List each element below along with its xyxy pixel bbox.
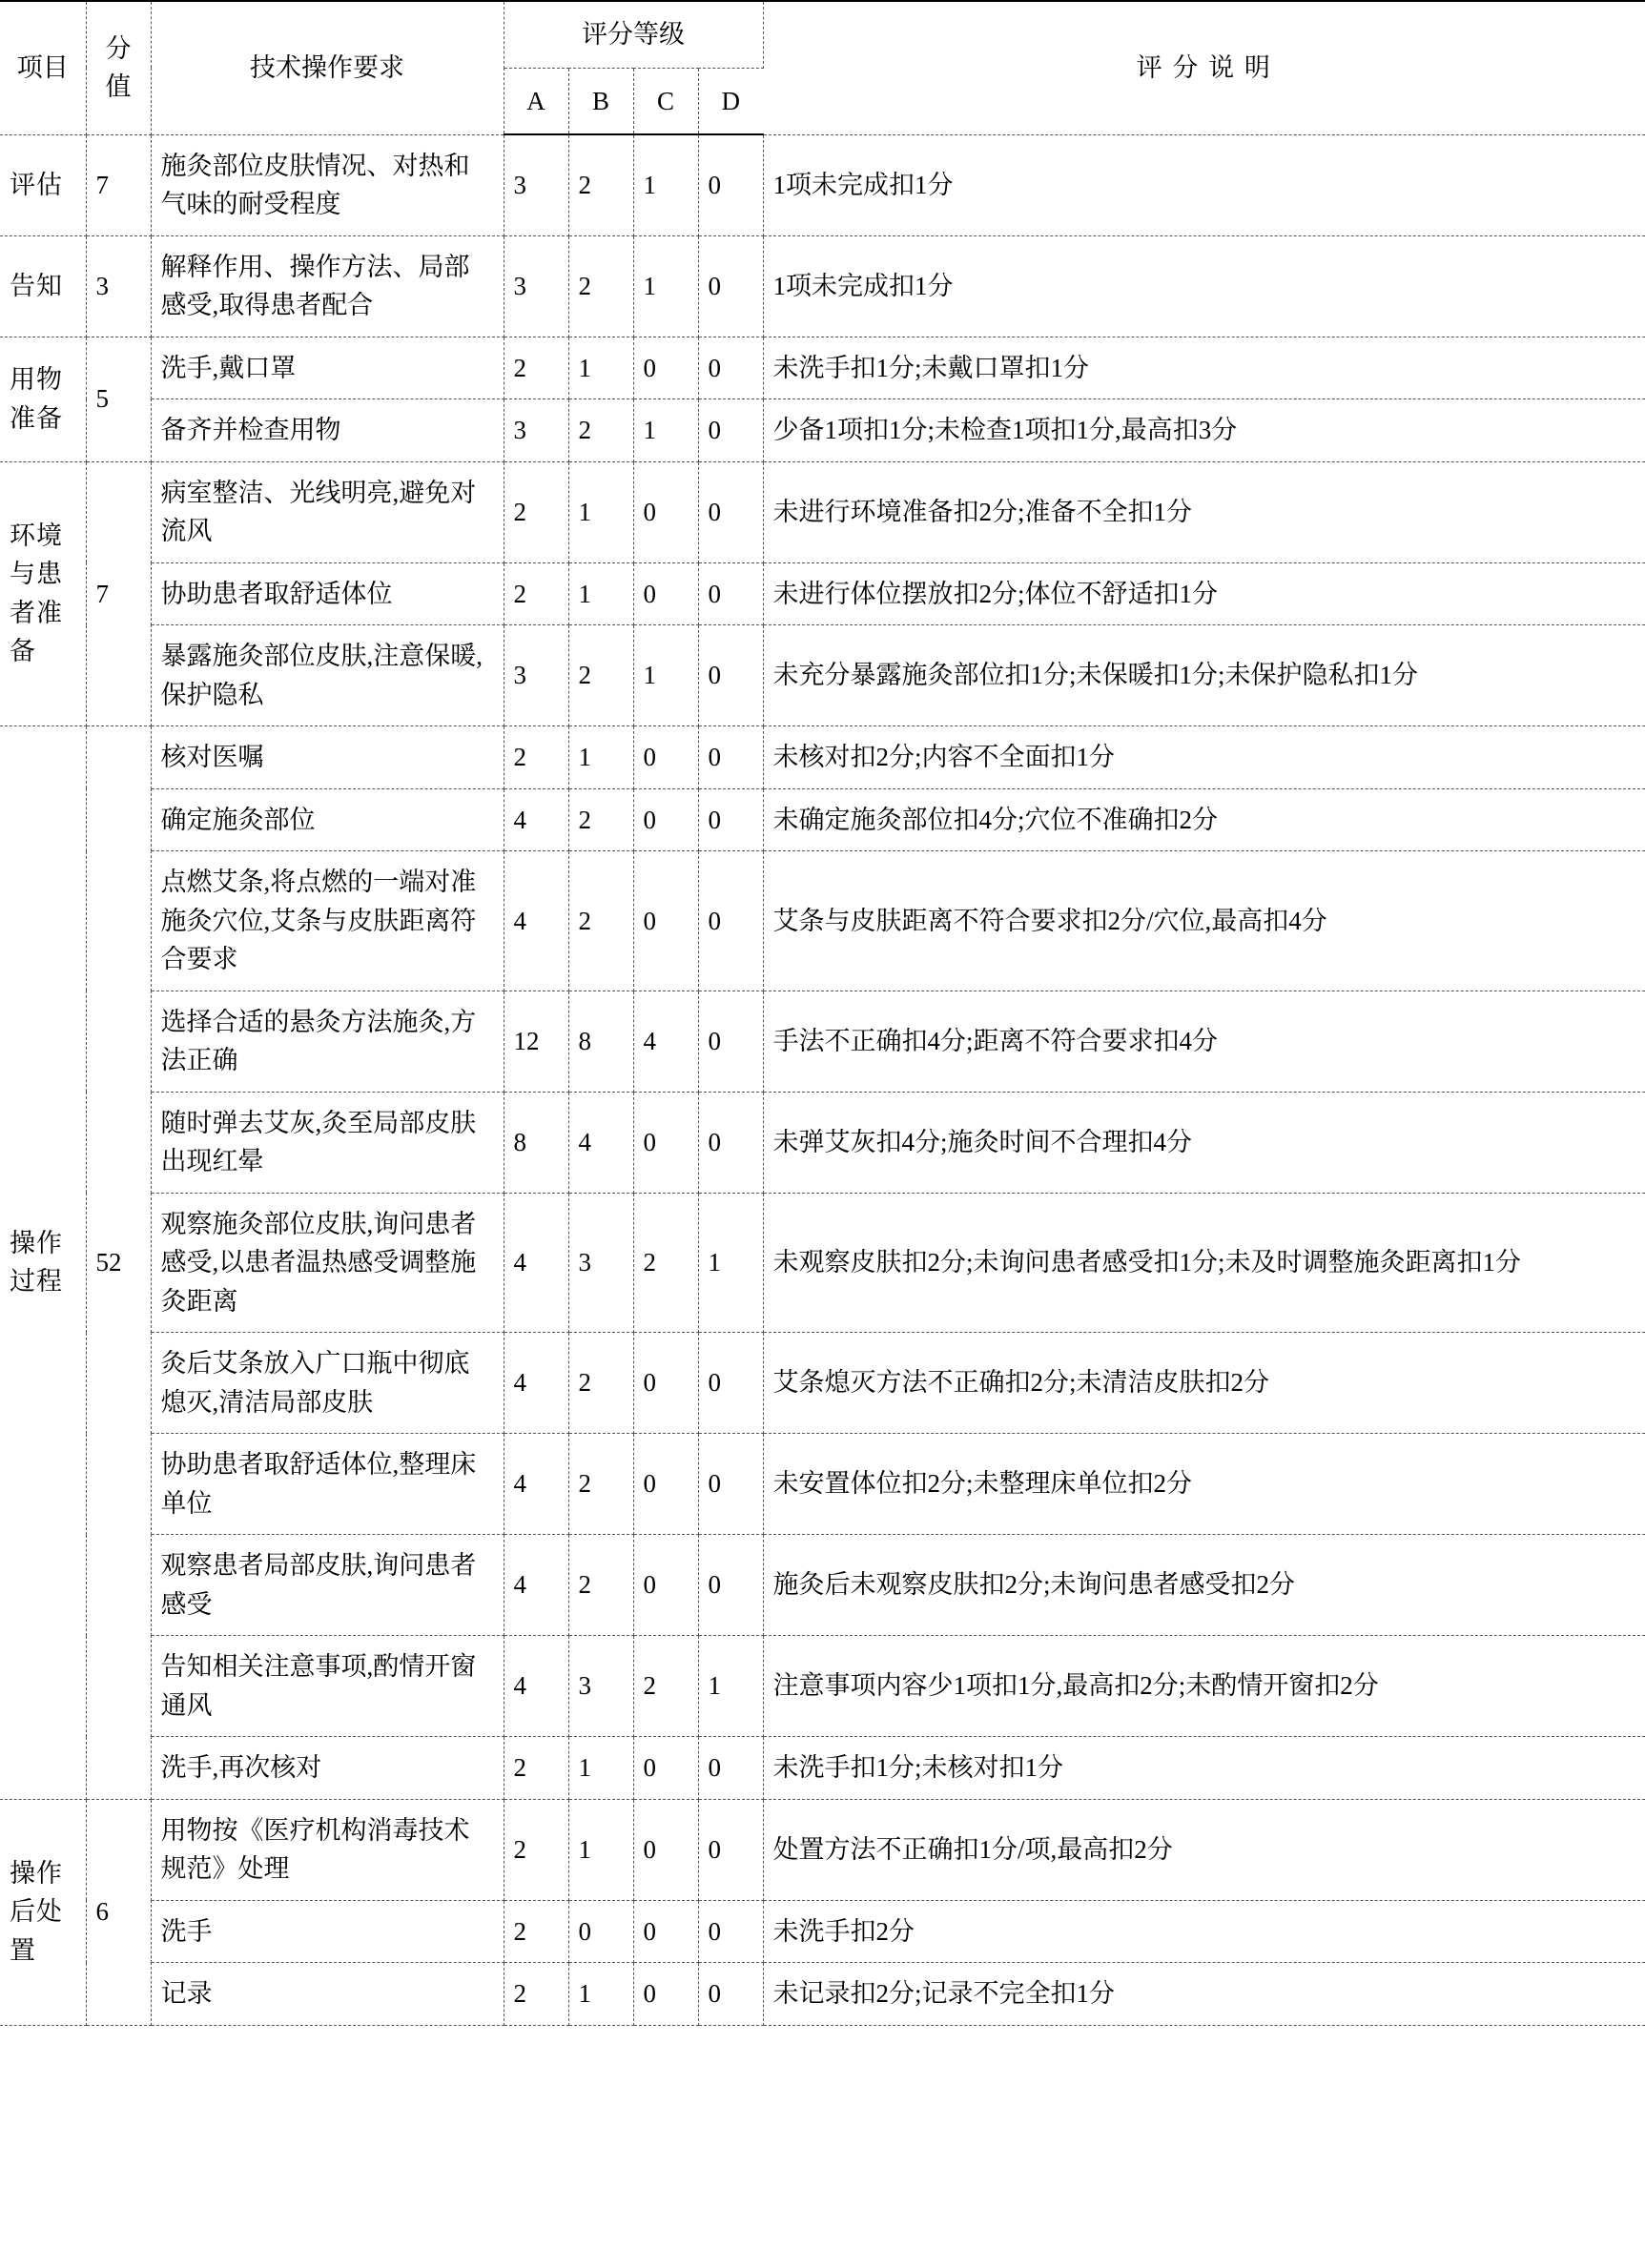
row-grade-b: 1 [568, 1799, 633, 1900]
header-grade-d: D [698, 68, 763, 134]
header-grade-c: C [633, 68, 698, 134]
row-grade-c: 0 [633, 1333, 698, 1434]
row-requirement: 协助患者取舒适体位 [151, 562, 504, 625]
row-grade-b: 1 [568, 1963, 633, 2026]
table-row [0, 235, 1645, 337]
table-row [0, 1333, 1645, 1434]
row-grade-a: 8 [504, 1092, 568, 1193]
row-requirement: 备齐并检查用物 [151, 399, 504, 462]
table-row [0, 1193, 1645, 1333]
header-score-label: 分值 [105, 33, 132, 102]
table-row [0, 1636, 1645, 1737]
table-header [0, 1, 1645, 134]
row-grade-b: 2 [568, 1434, 633, 1535]
row-grade-a: 2 [504, 1737, 568, 1800]
row-note: 未进行体位摆放扣2分;体位不舒适扣1分 [763, 562, 1645, 625]
row-grade-b: 2 [568, 1535, 633, 1636]
row-grade-c: 0 [633, 788, 698, 851]
table-row [0, 726, 1645, 789]
row-grade-a: 2 [504, 562, 568, 625]
row-grade-c: 1 [633, 399, 698, 462]
header-grade-b: B [568, 68, 633, 134]
header-item: 项目 [0, 1, 86, 134]
row-note: 未安置体位扣2分;未整理床单位扣2分 [763, 1434, 1645, 1535]
row-note: 未洗手扣2分 [763, 1900, 1645, 1963]
row-requirement: 洗手 [151, 1900, 504, 1963]
row-grade-a: 2 [504, 1900, 568, 1963]
row-item-score: 6 [86, 1799, 151, 2025]
row-grade-a: 4 [504, 1434, 568, 1535]
table-row [0, 851, 1645, 991]
row-grade-b: 8 [568, 991, 633, 1092]
row-grade-a: 4 [504, 1193, 568, 1333]
row-grade-a: 4 [504, 851, 568, 991]
row-grade-c: 0 [633, 1737, 698, 1800]
header-grade-a: A [504, 68, 568, 134]
row-grade-b: 2 [568, 134, 633, 235]
row-item-name: 评估 [0, 134, 86, 235]
row-requirement: 记录 [151, 1963, 504, 2026]
row-grade-d: 1 [698, 1193, 763, 1333]
row-requirement: 用物按《医疗机构消毒技术规范》处理 [151, 1799, 504, 1900]
row-grade-a: 4 [504, 788, 568, 851]
row-note: 1项未完成扣1分 [763, 134, 1645, 235]
row-grade-b: 1 [568, 726, 633, 789]
row-grade-c: 0 [633, 1963, 698, 2026]
row-grade-d: 0 [698, 1737, 763, 1800]
row-grade-a: 4 [504, 1636, 568, 1737]
row-item-score: 52 [86, 726, 151, 1800]
row-item-score: 7 [86, 461, 151, 726]
row-note: 处置方法不正确扣1分/项,最高扣2分 [763, 1799, 1645, 1900]
table-row [0, 1737, 1645, 1800]
row-grade-c: 0 [633, 337, 698, 399]
row-requirement: 洗手,再次核对 [151, 1737, 504, 1800]
row-item-name: 告知 [0, 235, 86, 337]
row-note: 未进行环境准备扣2分;准备不全扣1分 [763, 461, 1645, 562]
row-grade-a: 3 [504, 134, 568, 235]
table-row [0, 461, 1645, 562]
row-grade-c: 1 [633, 235, 698, 337]
row-grade-a: 4 [504, 1535, 568, 1636]
row-requirement: 洗手,戴口罩 [151, 337, 504, 399]
table-row [0, 1963, 1645, 2026]
row-grade-a: 2 [504, 337, 568, 399]
row-requirement: 协助患者取舒适体位,整理床单位 [151, 1434, 504, 1535]
row-item-score: 3 [86, 235, 151, 337]
row-note: 未充分暴露施灸部位扣1分;未保暖扣1分;未保护隐私扣1分 [763, 625, 1645, 726]
row-grade-c: 4 [633, 991, 698, 1092]
row-grade-c: 1 [633, 134, 698, 235]
row-grade-b: 2 [568, 399, 633, 462]
row-grade-d: 1 [698, 1636, 763, 1737]
row-grade-c: 1 [633, 625, 698, 726]
row-grade-c: 2 [633, 1193, 698, 1333]
header-grade-group: 评分等级 [504, 1, 763, 68]
row-item-score: 7 [86, 134, 151, 235]
row-note: 未确定施灸部位扣4分;穴位不准确扣2分 [763, 788, 1645, 851]
row-grade-c: 0 [633, 851, 698, 991]
row-note: 未洗手扣1分;未核对扣1分 [763, 1737, 1645, 1800]
row-grade-b: 2 [568, 625, 633, 726]
row-grade-b: 1 [568, 562, 633, 625]
row-requirement: 观察患者局部皮肤,询问患者感受 [151, 1535, 504, 1636]
row-requirement: 告知相关注意事项,酌情开窗通风 [151, 1636, 504, 1737]
row-grade-c: 0 [633, 562, 698, 625]
row-grade-d: 0 [698, 991, 763, 1092]
row-requirement: 随时弹去艾灰,灸至局部皮肤出现红晕 [151, 1092, 504, 1193]
table-row [0, 625, 1645, 726]
row-grade-b: 3 [568, 1636, 633, 1737]
row-grade-b: 2 [568, 1333, 633, 1434]
row-grade-d: 0 [698, 851, 763, 991]
table-row [0, 562, 1645, 625]
row-requirement: 施灸部位皮肤情况、对热和气味的耐受程度 [151, 134, 504, 235]
row-note: 艾条与皮肤距离不符合要求扣2分/穴位,最高扣4分 [763, 851, 1645, 991]
row-grade-c: 0 [633, 1535, 698, 1636]
row-grade-d: 0 [698, 1799, 763, 1900]
table-row [0, 1900, 1645, 1963]
row-grade-b: 2 [568, 235, 633, 337]
row-note: 注意事项内容少1项扣1分,最高扣2分;未酌情开窗扣2分 [763, 1636, 1645, 1737]
row-requirement: 灸后艾条放入广口瓶中彻底熄灭,清洁局部皮肤 [151, 1333, 504, 1434]
row-grade-c: 2 [633, 1636, 698, 1737]
row-item-score: 5 [86, 337, 151, 461]
row-grade-b: 1 [568, 337, 633, 399]
row-item-name: 操作过程 [0, 726, 86, 1800]
row-grade-c: 0 [633, 1434, 698, 1535]
table-row [0, 1092, 1645, 1193]
row-grade-d: 0 [698, 134, 763, 235]
row-grade-b: 3 [568, 1193, 633, 1333]
row-grade-b: 0 [568, 1900, 633, 1963]
row-grade-c: 0 [633, 1799, 698, 1900]
row-requirement: 确定施灸部位 [151, 788, 504, 851]
table-row [0, 1535, 1645, 1636]
row-grade-a: 2 [504, 461, 568, 562]
row-grade-d: 0 [698, 625, 763, 726]
row-note: 施灸后未观察皮肤扣2分;未询问患者感受扣2分 [763, 1535, 1645, 1636]
row-note: 艾条熄灭方法不正确扣2分;未清洁皮肤扣2分 [763, 1333, 1645, 1434]
row-note: 未核对扣2分;内容不全面扣1分 [763, 726, 1645, 789]
row-requirement: 病室整洁、光线明亮,避免对流风 [151, 461, 504, 562]
table-body [0, 134, 1645, 2025]
header-score [86, 1, 151, 134]
row-grade-c: 0 [633, 461, 698, 562]
row-note: 未弹艾灰扣4分;施灸时间不合理扣4分 [763, 1092, 1645, 1193]
row-grade-c: 0 [633, 1900, 698, 1963]
row-requirement: 核对医嘱 [151, 726, 504, 789]
table-row [0, 399, 1645, 462]
row-grade-a: 2 [504, 1799, 568, 1900]
row-grade-a: 3 [504, 625, 568, 726]
row-grade-a: 4 [504, 1333, 568, 1434]
row-grade-d: 0 [698, 461, 763, 562]
row-note: 未观察皮肤扣2分;未询问患者感受扣1分;未及时调整施灸距离扣1分 [763, 1193, 1645, 1333]
row-item-name: 用物准备 [0, 337, 86, 461]
row-grade-d: 0 [698, 788, 763, 851]
row-grade-d: 0 [698, 1434, 763, 1535]
row-grade-d: 0 [698, 1535, 763, 1636]
row-note: 少备1项扣1分;未检查1项扣1分,最高扣3分 [763, 399, 1645, 462]
row-grade-a: 2 [504, 1963, 568, 2026]
row-grade-a: 3 [504, 399, 568, 462]
table-row [0, 337, 1645, 399]
row-grade-a: 12 [504, 991, 568, 1092]
row-grade-d: 0 [698, 726, 763, 789]
row-grade-b: 4 [568, 1092, 633, 1193]
row-grade-b: 2 [568, 788, 633, 851]
row-grade-a: 3 [504, 235, 568, 337]
table-row [0, 1434, 1645, 1535]
row-item-name: 环境与患者准备 [0, 461, 86, 726]
row-grade-d: 0 [698, 1333, 763, 1434]
row-note: 手法不正确扣4分;距离不符合要求扣4分 [763, 991, 1645, 1092]
row-grade-d: 0 [698, 235, 763, 337]
table-row [0, 1799, 1645, 1900]
row-grade-d: 0 [698, 562, 763, 625]
row-grade-d: 0 [698, 1900, 763, 1963]
row-requirement: 解释作用、操作方法、局部感受,取得患者配合 [151, 235, 504, 337]
row-note: 未洗手扣1分;未戴口罩扣1分 [763, 337, 1645, 399]
row-item-name: 操作后处置 [0, 1799, 86, 2025]
row-grade-b: 1 [568, 1737, 633, 1800]
row-requirement: 观察施灸部位皮肤,询问患者感受,以患者温热感受调整施灸距离 [151, 1193, 504, 1333]
row-grade-b: 1 [568, 461, 633, 562]
row-requirement: 点燃艾条,将点燃的一端对准施灸穴位,艾条与皮肤距离符合要求 [151, 851, 504, 991]
table-row [0, 134, 1645, 235]
row-note: 未记录扣2分;记录不完全扣1分 [763, 1963, 1645, 2026]
row-grade-d: 0 [698, 337, 763, 399]
header-row-top [0, 1, 1645, 68]
row-requirement: 选择合适的悬灸方法施灸,方法正确 [151, 991, 504, 1092]
row-grade-c: 0 [633, 1092, 698, 1193]
row-grade-d: 0 [698, 399, 763, 462]
table-row [0, 788, 1645, 851]
row-grade-d: 0 [698, 1963, 763, 2026]
row-grade-c: 0 [633, 726, 698, 789]
row-grade-b: 2 [568, 851, 633, 991]
row-grade-d: 0 [698, 1092, 763, 1193]
header-note: 评 分 说 明 [763, 1, 1645, 134]
row-grade-a: 2 [504, 726, 568, 789]
row-requirement: 暴露施灸部位皮肤,注意保暖,保护隐私 [151, 625, 504, 726]
table-row [0, 991, 1645, 1092]
header-requirement: 技术操作要求 [151, 1, 504, 134]
row-note: 1项未完成扣1分 [763, 235, 1645, 337]
